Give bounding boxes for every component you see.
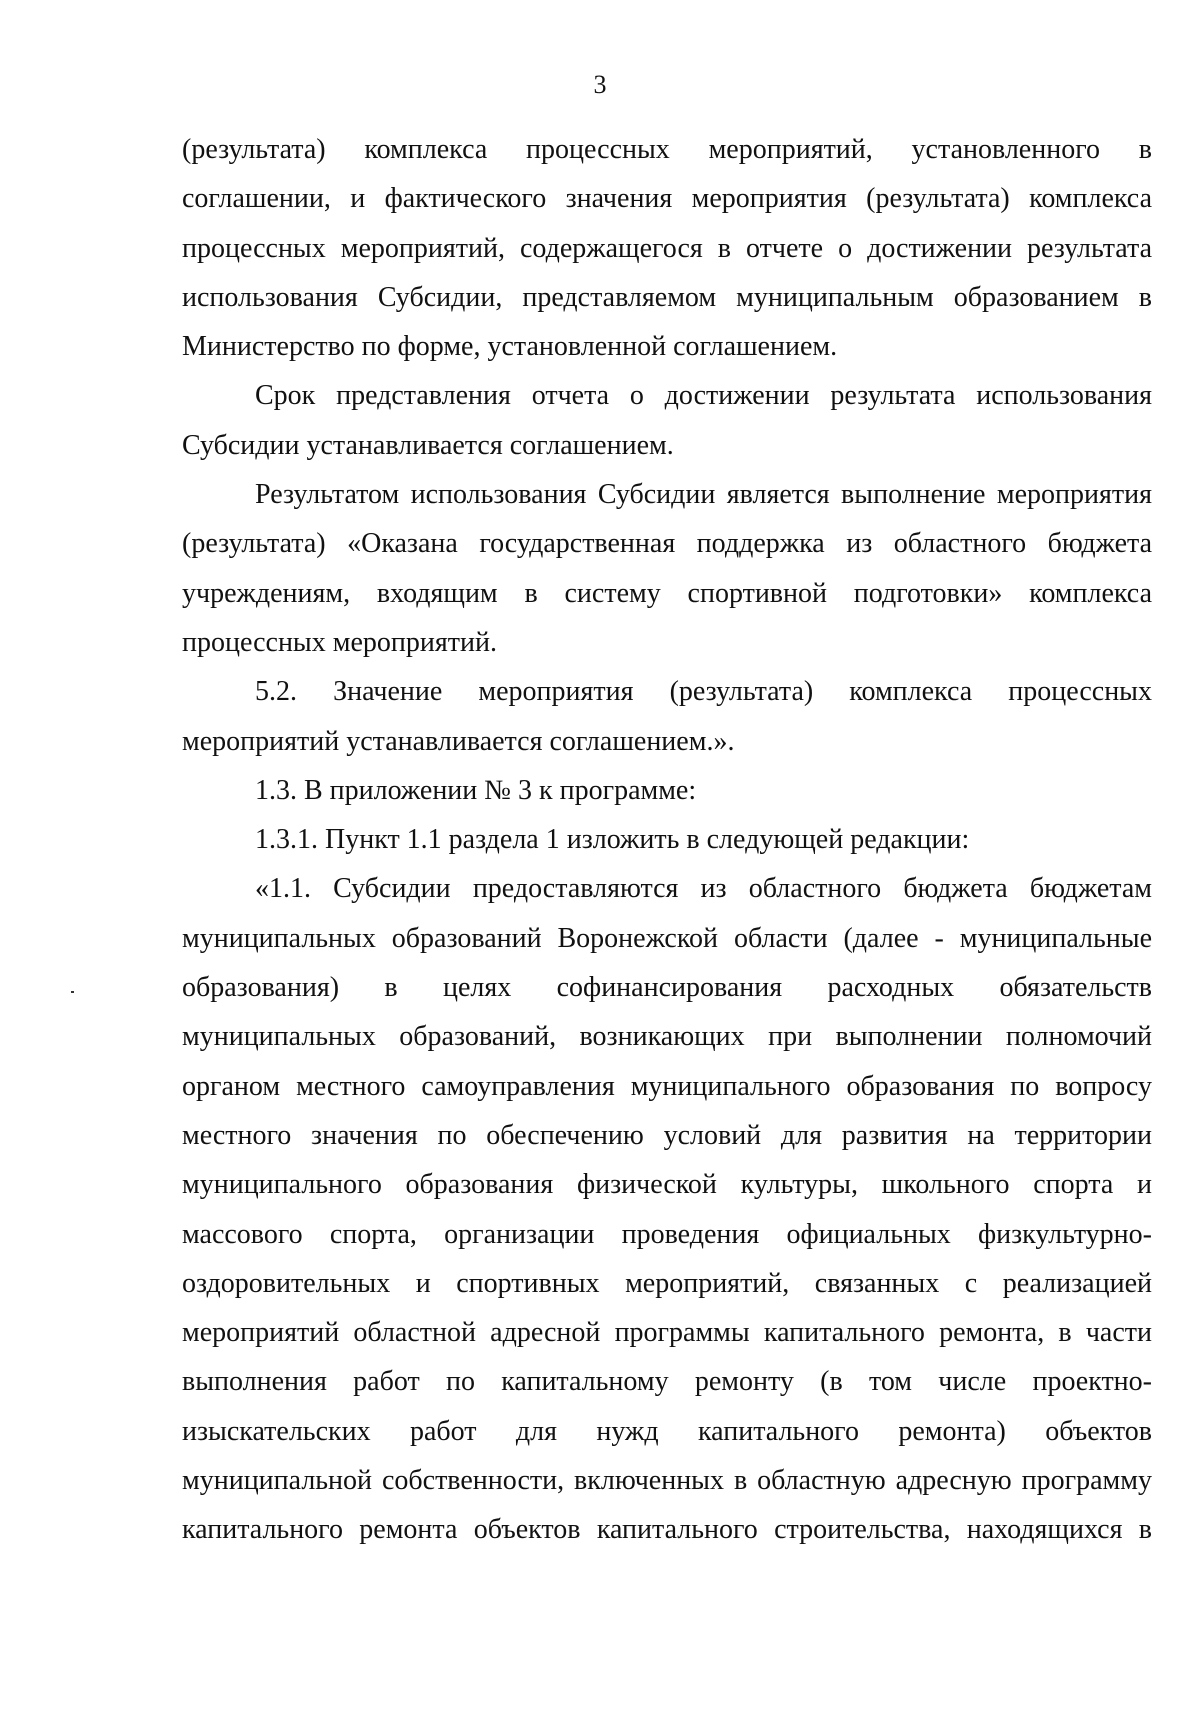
- text-line: оздоровительных и спортивных мероприятий, связанных с реализацией: [182, 1267, 1152, 1299]
- text-line: изыскательских работ для нужд капитального ремонта) объектов: [182, 1415, 1152, 1447]
- text-line: мероприятий областной адресной программы капитального ремонта, в части: [182, 1317, 1152, 1349]
- text-line: массового спорта, организации проведения официальных физкультурно-: [182, 1218, 1152, 1250]
- text-line: органом местного самоуправления муниципального образования по вопросу: [182, 1070, 1152, 1102]
- text-line: Субсидии устанавливается соглашением.: [182, 429, 674, 461]
- text-line: (результата) «Оказана государственная поддержка из областного бюджета: [182, 528, 1152, 560]
- text-line: муниципальных образований Воронежской области (далее - муниципальные: [182, 922, 1152, 954]
- scan-speck: [71, 991, 74, 993]
- text-line: процессных мероприятий, содержащегося в отчете о достижении результата: [182, 232, 1152, 264]
- text-line: 1.3.1. Пункт 1.1 раздела 1 изложить в следующей редакции:: [255, 824, 970, 856]
- text-line: (результата) комплекса процессных мероприятий, установленного в: [182, 134, 1152, 165]
- text-line: Министерство по форме, установленной соглашением.: [182, 331, 838, 363]
- text-line: муниципального образования физической культуры, школьного спорта и: [182, 1169, 1152, 1201]
- text-line: 5.2. Значение мероприятия (результата) комплекса процессных: [255, 676, 1152, 708]
- text-line: муниципальной собственности, включенных в областную адресную программу: [182, 1465, 1152, 1497]
- text-line: «1.1. Субсидии предоставляются из областного бюджета бюджетам: [255, 873, 1152, 905]
- text-line: 1.3. В приложении № 3 к программе:: [255, 774, 697, 806]
- text-line: выполнения работ по капитальному ремонту (в том числе проектно-: [182, 1366, 1152, 1398]
- text-line: образования) в целях софинансирования расходных обязательств: [182, 972, 1152, 1004]
- page-number: 3: [593, 70, 607, 99]
- text-line: местного значения по обеспечению условий для развития на территории: [182, 1119, 1152, 1151]
- document-body: [182, 125, 1152, 1555]
- text-line: Результатом использования Субсидии является выполнение мероприятия: [255, 479, 1152, 511]
- text-line: Срок представления отчета о достижении результата использования: [255, 380, 1152, 412]
- text-line: учреждениям, входящим в систему спортивной подготовки» комплекса: [182, 577, 1152, 609]
- text-line: процессных мероприятий.: [182, 626, 497, 658]
- text-line: капитального ремонта объектов капитального строительства, находящихся в: [182, 1514, 1152, 1546]
- text-line: мероприятий устанавливается соглашением.».: [182, 725, 735, 757]
- text-line: соглашении, и фактического значения мероприятия (результата) комплекса: [182, 183, 1152, 215]
- text-line: муниципальных образований, возникающих при выполнении полномочий: [182, 1021, 1152, 1053]
- text-line: использования Субсидии, представляемом муниципальным образованием в: [182, 281, 1152, 313]
